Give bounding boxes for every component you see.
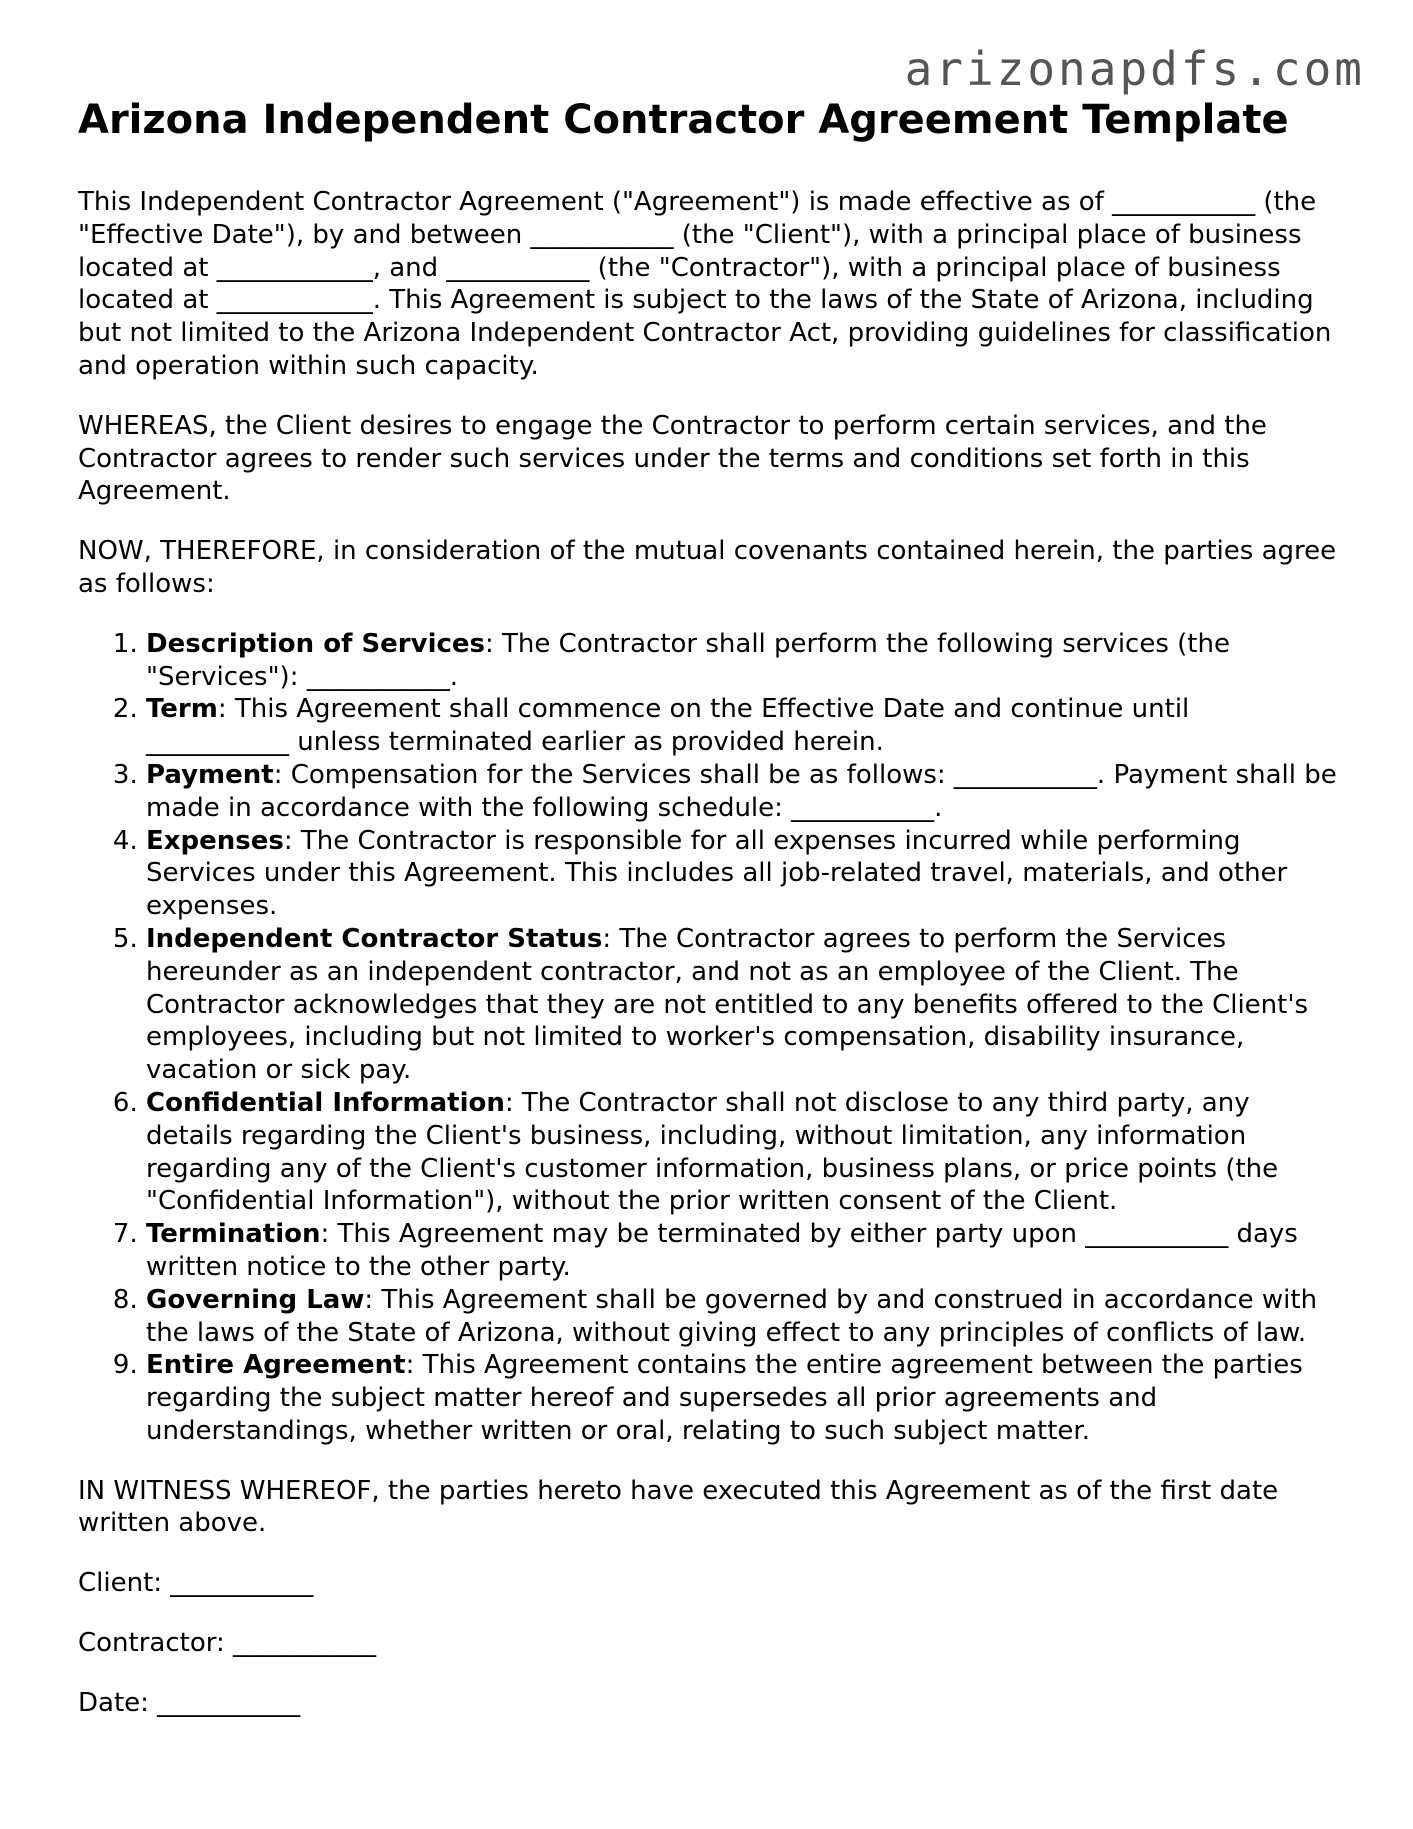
clause-item [146,693,1338,759]
clause-text: : This Agreement shall be governed by and construed in accordance with the laws of the State of Arizona, without giving effect to any principles of conflicts of law. [146,1284,1318,1348]
intro-paragraph: This Independent Contractor Agreement ("Agreement") is made effective as of ___________ (the "Effective Date"), by and between ___________ (the "Client"), with a principal place of business located at ____________, and ___________ (the "Contractor"), with a principal place of business located at ____________. This Agreement is subject to the laws of the State of Arizona, including but not limited to the Arizona Independent Contractor Act, providing guidelines for classification and operation within such capacity. [78,187,1332,381]
clause-list [78,628,1338,1448]
clause-item [146,1284,1338,1350]
clause-item [146,825,1338,923]
clause-text: : The Contractor is responsible for all expenses incurred while performing Services under this Agreement. This includes all job-related travel, materials, and other expenses. [146,825,1288,922]
clause-text: : Compensation for the Services shall be as follows: ___________. Payment shall be made in accordance with the following schedule: ___________. [146,759,1337,823]
clause-heading: Payment [146,759,274,790]
now-therefore-paragraph: NOW, THEREFORE, in consideration of the mutual covenants contained herein, the parties agree as follows: [78,536,1337,599]
date-line: Date: ___________ [78,1687,301,1718]
clause-heading: Term [146,694,218,725]
clause-text: : This Agreement contains the entire agreement between the parties regarding the subject matter hereof and supersedes all prior agreements and understandings, whether written or oral, relating to such subject matter. [146,1350,1303,1446]
clause-item [146,1349,1338,1447]
clause-text: : This Agreement may be terminated by either party upon ___________ days written notice to the other party. [146,1219,1298,1282]
clause-item [146,923,1338,1087]
clause-text: : This Agreement shall commence on the Effective Date and continue until ___________ unless terminated earlier as provided herein. [146,694,1190,758]
clause-heading: Expenses [146,825,284,856]
clause-item [146,759,1338,825]
clause-item [146,1087,1338,1218]
clause-heading: Termination [146,1219,321,1250]
clause-item [146,628,1338,694]
clause-heading: Governing Law [146,1284,365,1315]
clause-text: : The Contractor shall perform the following services (the "Services"): ___________. [146,628,1230,692]
document-page [78,96,1338,1747]
clause-heading: Confidential Information [146,1087,505,1118]
clause-text: : The Contractor shall not disclose to any third party, any details regarding the Client's business, including, without limitation, any information regarding any of the Client's customer information, business plans, or price points (the "Confidential Information"), without the prior written consent of the Client. [146,1087,1279,1217]
clause-heading: Entire Agreement [146,1350,406,1381]
clause-heading: Independent Contractor Status [146,923,603,954]
whereas-paragraph: WHEREAS, the Client desires to engage the Contractor to perform certain services, and the Contractor agrees to render such services under the terms and conditions set forth in this Agreement. [78,410,1267,507]
witness-paragraph: IN WITNESS WHEREOF, the parties hereto have executed this Agreement as of the first date written above. [78,1475,1279,1539]
clause-text: : The Contractor agrees to perform the Services hereunder as an independent contractor, and not as an employee of the Client. The Contractor acknowledges that they are not entitled to any benefits offered to the Client's employees, including but not limited to worker's compensation, disability insurance, vacation or sick pay. [146,923,1309,1086]
watermark: arizonapdfs.com [904,42,1365,96]
clause-heading: Description of Services [146,628,486,659]
contractor-signature-line: Contractor: ___________ [78,1628,377,1659]
client-signature-line: Client: ___________ [78,1568,314,1599]
clause-item [146,1218,1338,1284]
document-title: Arizona Independent Contractor Agreement Template [78,97,1289,143]
